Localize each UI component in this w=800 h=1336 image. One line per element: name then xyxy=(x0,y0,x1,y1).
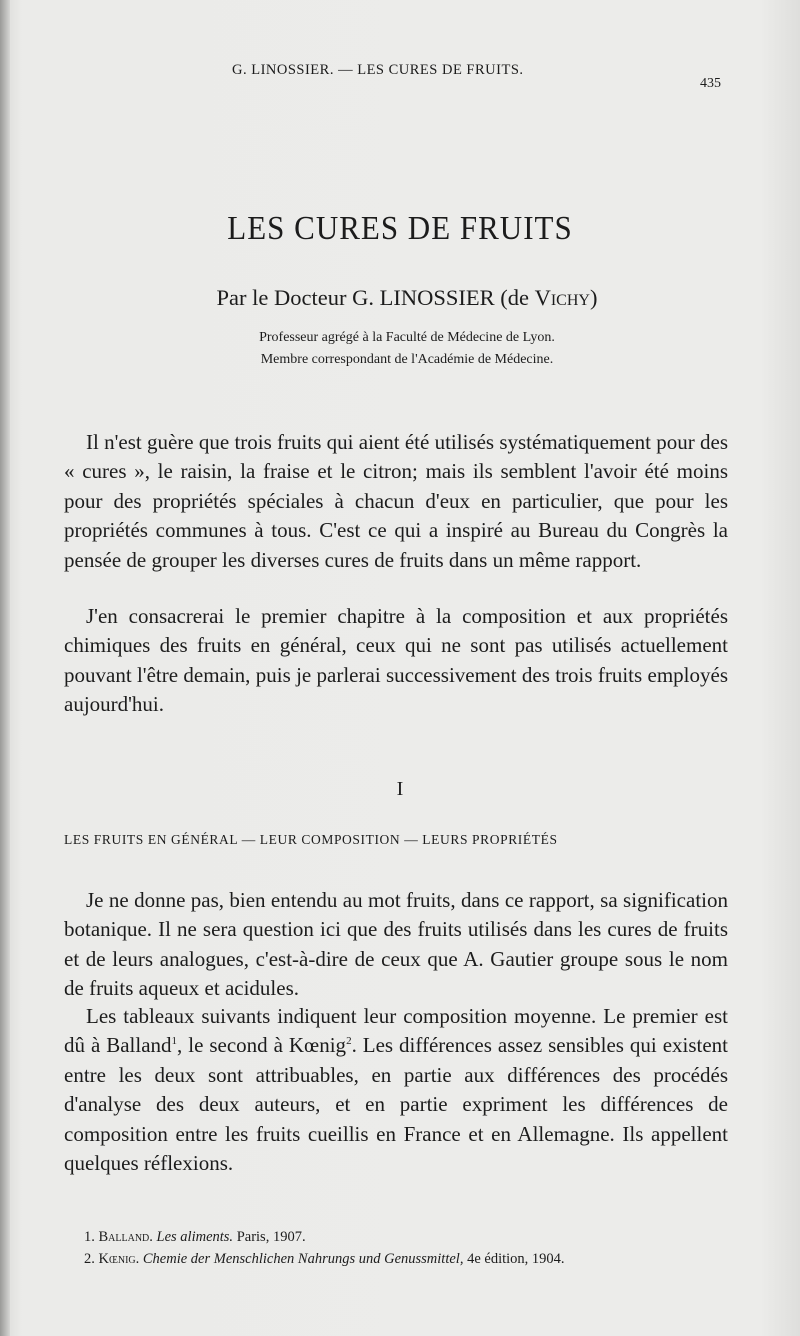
footnote-author: Kœnig. xyxy=(98,1251,140,1267)
intro-paragraph-1 xyxy=(64,428,728,575)
running-head: G. LINOSSIER. — LES CURES DE FRUITS. xyxy=(232,62,524,78)
footnote-work: Chemie der Menschlichen Nahrungs und Genussmittel, xyxy=(142,1251,464,1267)
footnote-ref-2[interactable]: 2 xyxy=(346,1035,352,1048)
section-heading: LES FRUITS EN GÉNÉRAL — LEUR COMPOSITION — LEURS PROPRIÉTÉS xyxy=(64,832,558,847)
paragraph-text: J'en consacrerai le premier chapitre à la composition et aux propriétés chimiques des fruits en général, ceux qui ne sont pas utilisés actuellement pouvant l'être demain, puis je parlerai successivement des trois fruits employés aujourd'hui. xyxy=(64,604,728,717)
page-edge xyxy=(0,0,10,1336)
byline-suffix: ) xyxy=(589,285,598,310)
intro-paragraph-2 xyxy=(64,602,728,720)
footnote-2 xyxy=(84,1248,724,1270)
paragraph-text: Il n'est guère que trois fruits qui aient été utilisés systématiquement pour des « cures », le raisin, la fraise et le citron; mais ils semblent l'avoir été moins pour des propriétés spéciales à chacun d'eux en particulier, que pour les propriétés communes à tous. C'est ce qui a inspiré au Bureau du Congrès la pensée de grouper les diverses cures de fruits dans un même rapport. xyxy=(64,430,728,572)
footnote-author: Balland. xyxy=(98,1229,153,1245)
footnote-1 xyxy=(84,1226,724,1248)
footnote-number: 2. xyxy=(84,1251,95,1267)
footnotes xyxy=(84,1226,724,1270)
footnote-work: Les aliments. xyxy=(156,1229,234,1245)
author-byline xyxy=(0,285,800,311)
paragraph-text: Je ne donne pas, bien entendu au mot fruits, dans ce rapport, sa signification botanique. Il ne sera question ici que des fruits utilisés dans les cures de fruits et de leurs analogues, c'est-à-dire de ceux que A. Gautier groupe sous le nom de fruits aqueux et acidules. xyxy=(64,888,728,1001)
text-run: . Les différences assez sensibles qui existent entre les deux sont attribuables, en partie aux différences des procédés d'analyse des deux auteurs, et en partie expriment les différences de composition entre les fruits cueillis en France et en Allemagne. Ils appellent quelques réflexions. xyxy=(64,1033,729,1176)
footnote-details: Paris, 1907. xyxy=(233,1229,306,1245)
section-paragraph-2 xyxy=(64,1002,728,1178)
section-paragraph-1 xyxy=(64,886,728,1004)
footnote-number: 1. xyxy=(84,1229,95,1245)
byline-prefix: Par le Docteur G. LINOSSIER (de xyxy=(216,285,535,310)
footnote-ref-1[interactable]: 1 xyxy=(171,1035,178,1048)
page-number: 435 xyxy=(700,76,721,91)
section-number: I xyxy=(396,778,404,800)
footnote-details: 4e édition, 1904. xyxy=(463,1251,565,1267)
article-title: LES CURES DE FRUITS xyxy=(227,208,573,247)
paragraph-text xyxy=(64,1002,728,1178)
byline-place: Vichy xyxy=(534,285,590,310)
affiliation-line: Membre correspondant de l'Académie de Médecine. xyxy=(260,352,554,367)
text-run: , le second à Kœnig xyxy=(177,1033,347,1058)
text-run: Les tableaux suivants indiquent leur composition moyenne. Le premier est dû à Balland xyxy=(64,1004,728,1058)
affiliation-line: Professeur agrégé à la Faculté de Médecine de Lyon. xyxy=(259,330,555,345)
